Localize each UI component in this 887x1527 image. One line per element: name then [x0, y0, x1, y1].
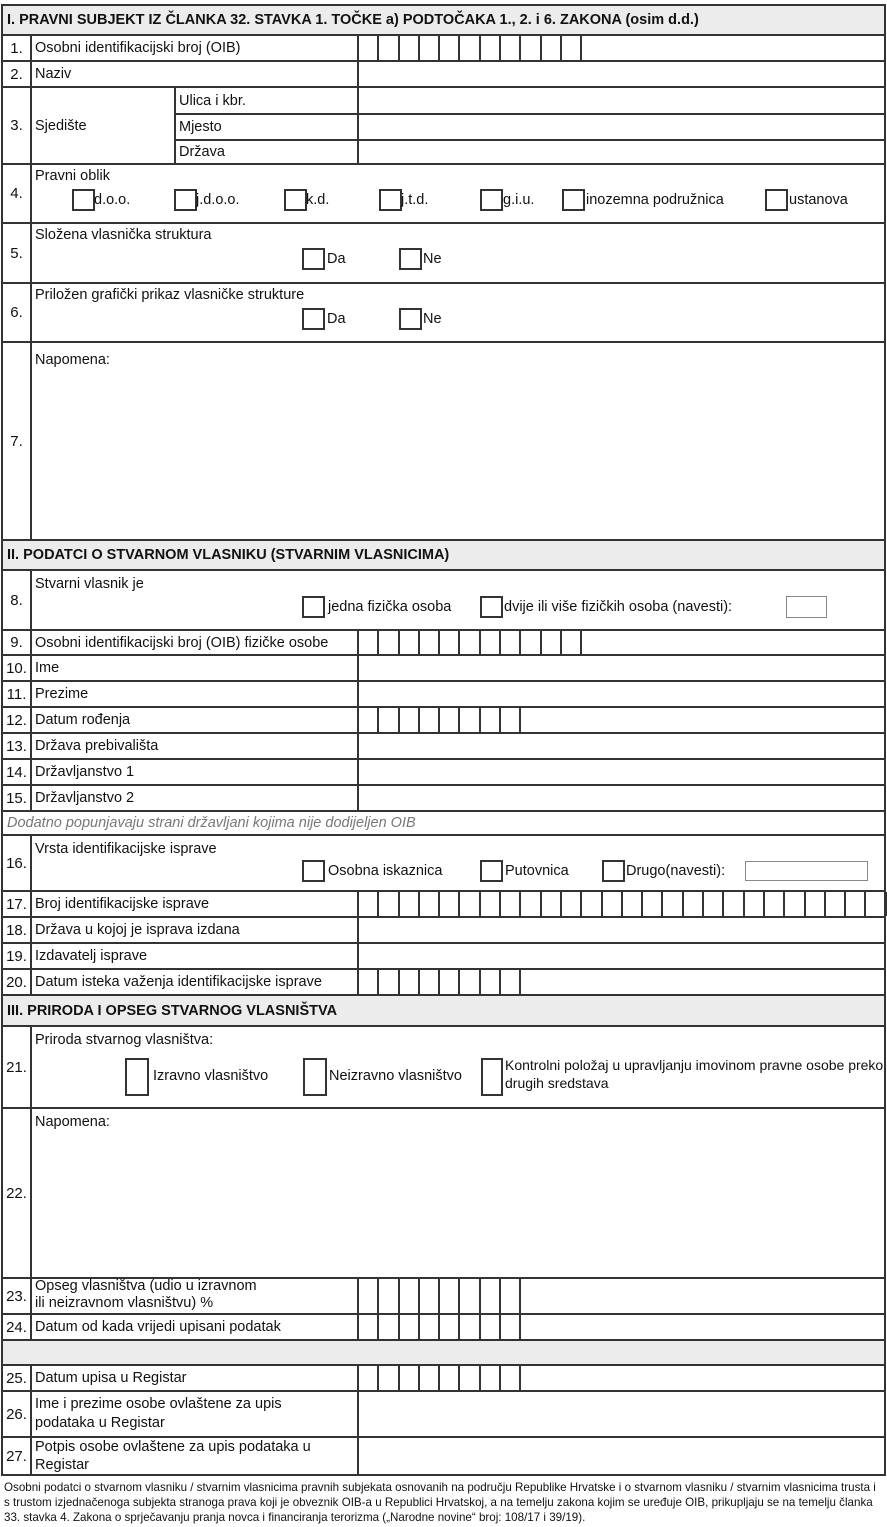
digit-box[interactable] [440, 631, 460, 654]
digit-box[interactable] [542, 892, 562, 916]
checkbox-osobna-iskaznica[interactable] [302, 860, 325, 882]
row-12-datum-rodenja [3, 706, 884, 732]
digit-box[interactable] [521, 892, 541, 916]
row-number: 2. [3, 62, 32, 86]
row-label: Napomena: [35, 352, 110, 368]
checkbox-jdoo[interactable] [174, 189, 197, 211]
checkbox-ne[interactable] [399, 248, 422, 270]
oib-digit-boxes[interactable] [359, 631, 884, 654]
digit-box[interactable] [460, 631, 480, 654]
sub-label-drzava: Država [176, 141, 359, 163]
row-11-prezime [3, 680, 884, 706]
digit-box[interactable] [379, 631, 399, 654]
mjesto-field[interactable] [359, 115, 884, 139]
digit-box[interactable] [765, 892, 785, 916]
row-5-slozena-struktura [3, 222, 884, 282]
ime-field[interactable] [359, 656, 884, 680]
row-8-stvarni-vlasnik [3, 569, 884, 629]
row-label: Datum upisa u Registar [32, 1366, 359, 1390]
drzavljanstvo-1-field[interactable] [359, 760, 884, 784]
row-label-line2: ili neizravnom vlasništvu) % [35, 1295, 214, 1311]
napomena-field[interactable] [32, 1109, 884, 1277]
legal-footnote: Osobni podatci o stvarnom vlasniku / stvarnim vlasnicima pravnih subjekata osnovanih na području Republike Hrvatske i o stvarnom vlasniku / stvarnim vlasnicima trusta i s trustom izjednačenoga subjekta stranoga prava koji je obveznik OIB-a u Republici Hrvatskoj, a na temelju zakona kojim se uređuje OIB, prikupljaju se na temelju članka 33. stavka 4. Zakona o sprječavanju pranja novca i financiranja terorizma („Narodne novine“ broj: 108/17 i 39/19). [4, 1481, 876, 1525]
row-4-pravni-oblik [3, 163, 884, 222]
checkbox-kd[interactable] [284, 189, 307, 211]
section-2-header [3, 539, 884, 569]
digit-box[interactable] [460, 1315, 480, 1339]
digit-box[interactable] [379, 36, 399, 60]
row-label: Broj identifikacijske isprave [32, 892, 359, 916]
digit-box[interactable] [481, 631, 501, 654]
option-label: j.d.o.o. [196, 192, 240, 208]
digit-box[interactable] [420, 1315, 440, 1339]
row-label: Složena vlasnička struktura [35, 227, 212, 243]
checkbox-drugo[interactable] [602, 860, 625, 882]
row-number: 8. [3, 571, 32, 629]
row-3-sjediste [3, 86, 884, 163]
digit-box[interactable] [420, 970, 440, 994]
row-label: Priložen grafički prikaz vlasničke strukture [35, 287, 305, 303]
izdavatelj-field[interactable] [359, 944, 884, 968]
row-number: 5. [3, 224, 32, 282]
digit-box[interactable] [400, 892, 420, 916]
row-number: 13. [3, 734, 32, 758]
digit-box[interactable] [420, 892, 440, 916]
digit-box[interactable] [359, 1366, 379, 1390]
digit-box[interactable] [400, 1315, 420, 1339]
digit-box[interactable] [501, 892, 521, 916]
row-13-drzava-prebivalista [3, 732, 884, 758]
row-2-naziv [3, 60, 884, 86]
checkbox-doo[interactable] [72, 189, 95, 211]
row-label: Datum rođenja [32, 708, 359, 732]
checkbox-giu[interactable] [480, 189, 503, 211]
row-label-line1: Potpis osobe ovlaštene za upis podataka u [35, 1439, 311, 1455]
digit-box[interactable] [460, 36, 480, 60]
date-digit-boxes[interactable] [359, 708, 884, 732]
digit-box[interactable] [359, 708, 379, 732]
digit-box[interactable] [481, 708, 501, 732]
digit-box[interactable] [420, 1279, 440, 1313]
checkbox-putovnica[interactable] [480, 860, 503, 882]
row-label-line1: Ime i prezime osobe ovlaštene za upis [35, 1396, 282, 1412]
digit-box[interactable] [420, 1366, 440, 1390]
option-label: Neizravno vlasništvo [329, 1068, 462, 1084]
digit-box[interactable] [379, 970, 399, 994]
row-number: 17. [3, 892, 32, 916]
row-label-line1: Opseg vlasništva (udio u izravnom [35, 1278, 257, 1294]
option-label: jedna fizička osoba [328, 599, 452, 615]
digit-box[interactable] [400, 1366, 420, 1390]
row-number: 21. [3, 1027, 32, 1107]
digit-box[interactable] [359, 892, 379, 916]
row-label: Državljanstvo 1 [32, 760, 359, 784]
option-label: Kontrolni položaj u upravljanju imovinom pravne osobe preko drugih sredstava [505, 1057, 884, 1091]
section-1-header [3, 4, 884, 34]
row-16-vrsta-isprave [3, 834, 884, 890]
digit-box[interactable] [379, 1366, 399, 1390]
option-label: j.t.d. [401, 192, 429, 208]
digit-box[interactable] [481, 1315, 501, 1339]
option-label: Da [327, 251, 346, 267]
digit-box[interactable] [745, 892, 765, 916]
digit-box[interactable] [379, 708, 399, 732]
row-number: 23. [3, 1279, 32, 1313]
option-label: d.o.o. [94, 192, 131, 208]
row-label: Datum isteka važenja identifikacijske isprave [32, 970, 359, 994]
digit-box[interactable] [359, 36, 379, 60]
row-number: 6. [3, 284, 32, 341]
checkbox-ustanova[interactable] [765, 189, 788, 211]
digit-box[interactable] [521, 631, 541, 654]
napomena-field[interactable] [32, 343, 884, 539]
digit-box[interactable] [582, 892, 602, 916]
potpis-field[interactable] [359, 1438, 884, 1474]
digit-box[interactable] [501, 631, 521, 654]
row-18-drzava-izdavanja [3, 916, 884, 942]
digit-box[interactable] [440, 1279, 460, 1313]
digit-box[interactable] [562, 631, 582, 654]
section-3-header [3, 994, 884, 1025]
digit-box[interactable] [501, 36, 521, 60]
row-label: Osobni identifikacijski broj (OIB) fizičke osobe [32, 631, 359, 654]
row-label: Prezime [32, 682, 359, 706]
digit-box[interactable] [846, 892, 866, 916]
digit-box[interactable] [420, 36, 440, 60]
drugo-input[interactable] [745, 861, 868, 881]
ime-ovlastene-osobe-field[interactable] [359, 1392, 884, 1436]
row-label: Priroda stvarnog vlasništva: [35, 1032, 214, 1048]
digit-box[interactable] [562, 892, 582, 916]
digit-box[interactable] [501, 708, 521, 732]
row-24-datum-od-kada [3, 1313, 884, 1339]
digit-box[interactable] [481, 1279, 501, 1313]
prezime-field[interactable] [359, 682, 884, 706]
row-number: 15. [3, 786, 32, 810]
row-number: 11. [3, 682, 32, 706]
digit-box[interactable] [420, 631, 440, 654]
option-label: ustanova [789, 192, 848, 208]
row-number: 19. [3, 944, 32, 968]
row-21-priroda-vlasnistva [3, 1025, 884, 1107]
digit-box[interactable] [400, 970, 420, 994]
checkbox-inozemna-podruznica[interactable] [562, 189, 585, 211]
checkbox-jedna-osoba[interactable] [302, 596, 325, 618]
naziv-field[interactable] [359, 62, 884, 86]
row-9-oib-fizicke [3, 629, 884, 654]
digit-box[interactable] [400, 1279, 420, 1313]
digit-box[interactable] [806, 892, 826, 916]
digit-box[interactable] [826, 892, 846, 916]
section-3-title: III. PRIRODA I OPSEG STVARNOG VLASNIŠTVA [7, 1002, 338, 1019]
digit-box[interactable] [359, 1279, 379, 1313]
row-22-napomena [3, 1107, 884, 1277]
row-number: 7. [3, 343, 32, 539]
beneficial-owner-form [1, 4, 886, 1476]
row-number: 22. [3, 1109, 32, 1277]
row-10-ime [3, 654, 884, 680]
row-number: 18. [3, 918, 32, 942]
date-digit-boxes[interactable] [359, 970, 884, 994]
row-label: Naziv [32, 62, 359, 86]
oib-digit-boxes[interactable] [359, 36, 884, 60]
checkbox-neizravno[interactable] [303, 1058, 327, 1096]
option-label: Da [327, 311, 346, 327]
option-label: Drugo(navesti): [626, 863, 726, 879]
row-26-ime-ovlastene-osobe [3, 1390, 884, 1436]
drzava-field[interactable] [359, 141, 884, 163]
broj-osoba-input[interactable] [786, 596, 827, 618]
note-text: Dodatno popunjavaju strani državljani kojima nije dodijeljen OIB [7, 815, 416, 831]
row-label: Napomena: [35, 1114, 110, 1130]
digit-box[interactable] [704, 892, 724, 916]
row-label: Država u kojoj je isprava izdana [32, 918, 359, 942]
checkbox-izravno[interactable] [125, 1058, 149, 1096]
option-label: dvije ili više fizičkih osoba (navesti): [504, 599, 733, 615]
digit-box[interactable] [440, 1366, 460, 1390]
digit-box[interactable] [866, 892, 886, 916]
drzava-izdavanja-field[interactable] [359, 918, 884, 942]
row-label: Vrsta identifikacijske isprave [35, 841, 217, 857]
digit-box[interactable] [643, 892, 663, 916]
row-label: Datum od kada vrijedi upisani podatak [32, 1315, 359, 1339]
digit-box[interactable] [501, 1279, 521, 1313]
digit-box[interactable] [400, 708, 420, 732]
digit-box[interactable] [481, 36, 501, 60]
percent-digit-boxes[interactable] [359, 1279, 884, 1313]
row-number: 3. [3, 88, 32, 163]
ulica-field[interactable] [359, 88, 884, 113]
digit-box[interactable] [400, 36, 420, 60]
row-label: Izdavatelj isprave [32, 944, 359, 968]
digit-box[interactable] [521, 36, 541, 60]
row-label: Država prebivališta [32, 734, 359, 758]
row-number: 4. [3, 165, 32, 222]
digit-box[interactable] [440, 892, 460, 916]
digit-box[interactable] [501, 1315, 521, 1339]
sub-label-mjesto: Mjesto [176, 115, 359, 139]
option-label: g.i.u. [503, 192, 535, 208]
row-label: Sjedište [32, 88, 176, 163]
digit-box[interactable] [785, 892, 805, 916]
digit-box[interactable] [359, 631, 379, 654]
option-label: k.d. [306, 192, 330, 208]
checkbox-jtd[interactable] [379, 189, 402, 211]
digit-box[interactable] [501, 1366, 521, 1390]
row-17-broj-isprave [3, 890, 884, 916]
gray-separator-row [3, 1339, 884, 1364]
digit-box[interactable] [359, 970, 379, 994]
digit-box[interactable] [501, 970, 521, 994]
digit-box[interactable] [623, 892, 643, 916]
document-number-boxes[interactable] [359, 892, 887, 916]
digit-box[interactable] [379, 1315, 399, 1339]
row-number: 10. [3, 656, 32, 680]
digit-box[interactable] [603, 892, 623, 916]
row-number: 14. [3, 760, 32, 784]
row-15-drzavljanstvo-2 [3, 784, 884, 810]
row-20-datum-isteka [3, 968, 884, 994]
section-2-title: II. PODATCI O STVARNOM VLASNIKU (STVARNIM VLASNICIMA) [7, 547, 450, 563]
row-number: 26. [3, 1392, 32, 1436]
digit-box[interactable] [359, 1315, 379, 1339]
checkbox-da[interactable] [302, 248, 325, 270]
row-number: 24. [3, 1315, 32, 1339]
option-label: Ne [423, 251, 442, 267]
digit-box[interactable] [460, 1366, 480, 1390]
row-7-napomena [3, 341, 884, 539]
digit-box[interactable] [481, 970, 501, 994]
option-label: Izravno vlasništvo [153, 1068, 269, 1084]
row-19-izdavatelj [3, 942, 884, 968]
option-label: Osobna iskaznica [328, 863, 443, 879]
row-number: 9. [3, 631, 32, 654]
row-number: 12. [3, 708, 32, 732]
row-number: 1. [3, 36, 32, 60]
row-label: Osobni identifikacijski broj (OIB) [32, 36, 359, 60]
section-1-title: I. PRAVNI SUBJEKT IZ ČLANKA 32. STAVKA 1. TOČKE a) PODTOČAKA 1., 2. i 6. ZAKONA (osim d.d.) [7, 12, 699, 28]
row-label: Pravni oblik [35, 168, 110, 184]
date-digit-boxes[interactable] [359, 1366, 884, 1390]
digit-box[interactable] [724, 892, 744, 916]
checkbox-ne[interactable] [399, 308, 422, 330]
digit-box[interactable] [420, 708, 440, 732]
row-25-datum-upisa [3, 1364, 884, 1390]
digit-box[interactable] [440, 708, 460, 732]
row-number: 27. [3, 1438, 32, 1474]
digit-box[interactable] [481, 892, 501, 916]
digit-box[interactable] [542, 631, 562, 654]
digit-box[interactable] [400, 631, 420, 654]
checkbox-vise-osoba[interactable] [480, 596, 503, 618]
row-number: 25. [3, 1366, 32, 1390]
checkbox-da[interactable] [302, 308, 325, 330]
checkbox-kontrolni-polozaj[interactable] [481, 1058, 503, 1096]
row-label-line2: Registar [35, 1457, 89, 1473]
row-14-drzavljanstvo-1 [3, 758, 884, 784]
digit-box[interactable] [460, 708, 480, 732]
digit-box[interactable] [460, 1279, 480, 1313]
digit-box[interactable] [440, 36, 460, 60]
row-label-line2: podataka u Registar [35, 1415, 165, 1431]
digit-box[interactable] [684, 892, 704, 916]
digit-box[interactable] [562, 36, 582, 60]
sub-label-ulica: Ulica i kbr. [176, 88, 359, 113]
digit-box[interactable] [440, 970, 460, 994]
digit-box[interactable] [379, 892, 399, 916]
digit-box[interactable] [379, 1279, 399, 1313]
row-1-oib [3, 34, 884, 60]
digit-box[interactable] [440, 1315, 460, 1339]
digit-box[interactable] [481, 1366, 501, 1390]
foreign-citizens-note [3, 810, 884, 834]
row-number: 20. [3, 970, 32, 994]
option-label: inozemna podružnica [586, 192, 724, 208]
row-number: 16. [3, 836, 32, 890]
row-label: Stvarni vlasnik je [35, 576, 144, 592]
row-27-potpis [3, 1436, 884, 1476]
digit-box[interactable] [663, 892, 683, 916]
date-digit-boxes[interactable] [359, 1315, 884, 1339]
row-label: Ime [32, 656, 359, 680]
row-23-opseg-vlasnistva [3, 1277, 884, 1313]
option-label: Putovnica [505, 863, 569, 879]
digit-box[interactable] [460, 970, 480, 994]
digit-box[interactable] [542, 36, 562, 60]
row-6-graficki-prikaz [3, 282, 884, 341]
drzavljanstvo-2-field[interactable] [359, 786, 884, 810]
drzava-prebivalista-field[interactable] [359, 734, 884, 758]
row-label: Državljanstvo 2 [32, 786, 359, 810]
option-label: Ne [423, 311, 442, 327]
digit-box[interactable] [460, 892, 480, 916]
